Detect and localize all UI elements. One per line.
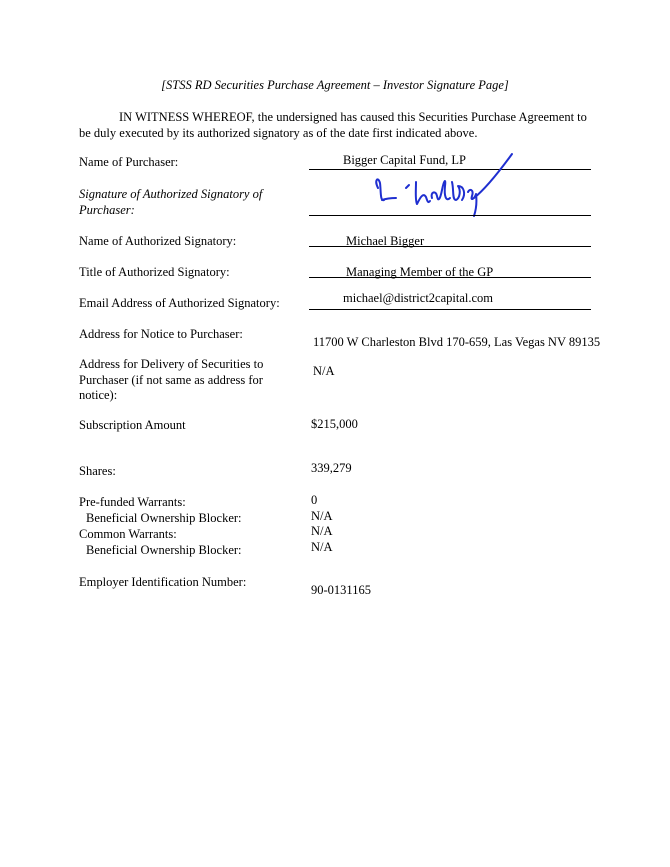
- signature-stroke-1: [376, 179, 384, 200]
- ein-value: 90-0131165: [311, 583, 371, 597]
- signature-stroke-5: [432, 181, 450, 199]
- signature-label: Signature of Authorized Signatory of Purchaser:: [79, 187, 263, 217]
- prefunded-warrants-value: 0: [311, 493, 318, 507]
- common-warrants-label: Common Warrants:: [79, 527, 177, 541]
- signature-stroke-3: [406, 185, 409, 188]
- intro-text: IN WITNESS WHEREOF, the undersigned has caused this Securities Purchase Agreement to be duly executed by its authorized signatory as of the date first indicated above.: [79, 110, 587, 140]
- delivery-address-label: Address for Delivery of Securities to Purchaser (if not same as address for notice):: [79, 357, 264, 402]
- signatory-name-value: Michael Bigger: [346, 234, 425, 248]
- subscription-label: Subscription Amount: [79, 418, 186, 432]
- prefunded-warrants-label: Pre-funded Warrants:: [79, 495, 186, 509]
- delivery-address-value: N/A: [313, 364, 335, 378]
- signatory-title-line: [309, 277, 591, 278]
- signatory-name-line: [309, 246, 591, 247]
- email-line: [309, 309, 591, 310]
- signature-stroke-6: [452, 182, 464, 200]
- email-label: Email Address of Authorized Signatory:: [79, 296, 280, 310]
- shares-value: 339,279: [311, 461, 352, 475]
- signature-stroke-4: [416, 182, 430, 204]
- signature-stroke-2: [382, 198, 396, 200]
- ein-label: Employer Identification Number:: [79, 575, 247, 589]
- prefunded-blocker-value: N/A: [311, 509, 333, 523]
- shares-label: Shares:: [79, 464, 116, 478]
- common-warrants-value: N/A: [311, 524, 333, 538]
- notice-address-value: 11700 W Charleston Blvd 170-659, Las Vegas NV 89135: [313, 335, 601, 349]
- intro-paragraph: [79, 110, 599, 141]
- common-blocker-value: N/A: [311, 540, 333, 554]
- common-blocker-label: Beneficial Ownership Blocker:: [86, 543, 242, 557]
- subscription-value: $215,000: [311, 417, 358, 431]
- page-title: [STSS RD Securities Purchase Agreement – Investor Signature Page]: [161, 78, 509, 92]
- signatory-name-label: Name of Authorized Signatory:: [79, 234, 237, 248]
- email-value: michael@district2capital.com: [343, 291, 493, 305]
- signature-stroke-7: [468, 154, 512, 216]
- purchaser-name-label: Name of Purchaser:: [79, 155, 179, 169]
- purchaser-name-value: Bigger Capital Fund, LP: [343, 153, 466, 167]
- signatory-title-label: Title of Authorized Signatory:: [79, 265, 230, 279]
- signature-line: [309, 215, 591, 216]
- prefunded-blocker-label: Beneficial Ownership Blocker:: [86, 511, 242, 525]
- notice-address-label: Address for Notice to Purchaser:: [79, 327, 243, 341]
- handwritten-signature-icon: [360, 150, 520, 220]
- signatory-title-value: Managing Member of the GP: [346, 265, 494, 279]
